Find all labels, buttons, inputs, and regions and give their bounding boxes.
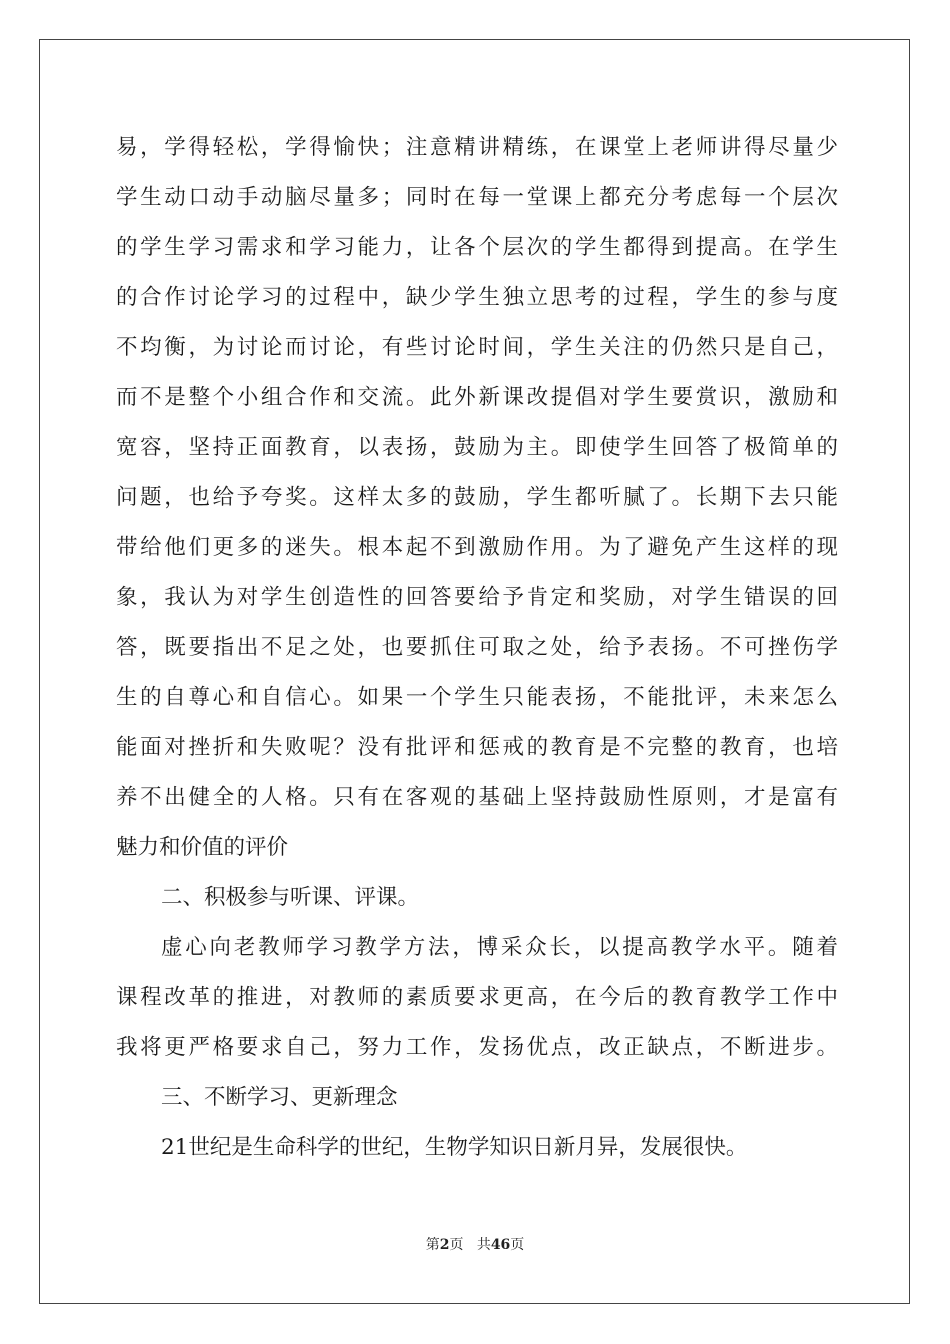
text-line: 我将更严格要求自己，努力工作，发扬优点，改正缺点，不断进步。 [116,1035,838,1060]
text-line: 21世纪是生命科学的世纪，生物学知识日新月异，发展很快。 [161,1135,748,1160]
total-pages: 46 [490,1237,511,1253]
section-heading: 二、积极参与听课、评课。 [161,885,420,910]
page-number: 2 [439,1237,450,1253]
text-line: 生的自尊心和自信心。如果一个学生只能表扬，不能批评，未来怎么 [116,685,838,710]
text-line: 养不出健全的人格。只有在客观的基础上坚持鼓励性原则，才是富有 [116,785,838,810]
section-heading: 三、不断学习、更新理念 [161,1085,398,1110]
text-line: 问题，也给予夸奖。这样太多的鼓励，学生都听腻了。长期下去只能 [116,485,838,510]
page-prefix: 第 [425,1237,440,1253]
text-line: 答，既要指出不足之处，也要抓住可取之处，给予表扬。不可挫伤学 [116,635,838,660]
text-line: 而不是整个小组合作和交流。此外新课改提倡对学生要赏识，激励和 [116,385,838,410]
text-line: 能面对挫折和失败呢？没有批评和惩戒的教育是不完整的教育，也培 [116,735,838,760]
text-line: 易，学得轻松，学得愉快；注意精讲精练，在课堂上老师讲得尽量少 [116,135,838,160]
text-line: 魅力和价值的评价 [116,835,289,860]
total-prefix: 共 [476,1237,491,1253]
text-line: 的合作讨论学习的过程中，缺少学生独立思考的过程，学生的参与度 [116,285,838,310]
page-footer [0,1234,950,1254]
text-line: 学生动口动手动脑尽量多；同时在每一堂课上都充分考虑每一个层次 [116,185,838,210]
text-line: 象，我认为对学生创造性的回答要给予肯定和奖励，对学生错误的回 [116,585,838,610]
text-line: 带给他们更多的迷失。根本起不到激励作用。为了避免产生这样的现 [116,535,838,560]
text-line: 课程改革的推进，对教师的素质要求更高，在今后的教育教学工作中 [116,985,838,1010]
document-body [116,123,838,1173]
page-suffix: 页 [449,1237,464,1253]
text-line: 的学生学习需求和学习能力，让各个层次的学生都得到提高。在学生 [116,235,838,260]
text-line: 不均衡，为讨论而讨论，有些讨论时间，学生关注的仍然只是自己， [116,335,838,360]
text-line: 虚心向老教师学习教学方法，博采众长，以提高教学水平。随着 [161,935,838,960]
total-suffix: 页 [510,1237,525,1253]
text-line: 宽容，坚持正面教育，以表扬，鼓励为主。即使学生回答了极简单的 [116,435,838,460]
